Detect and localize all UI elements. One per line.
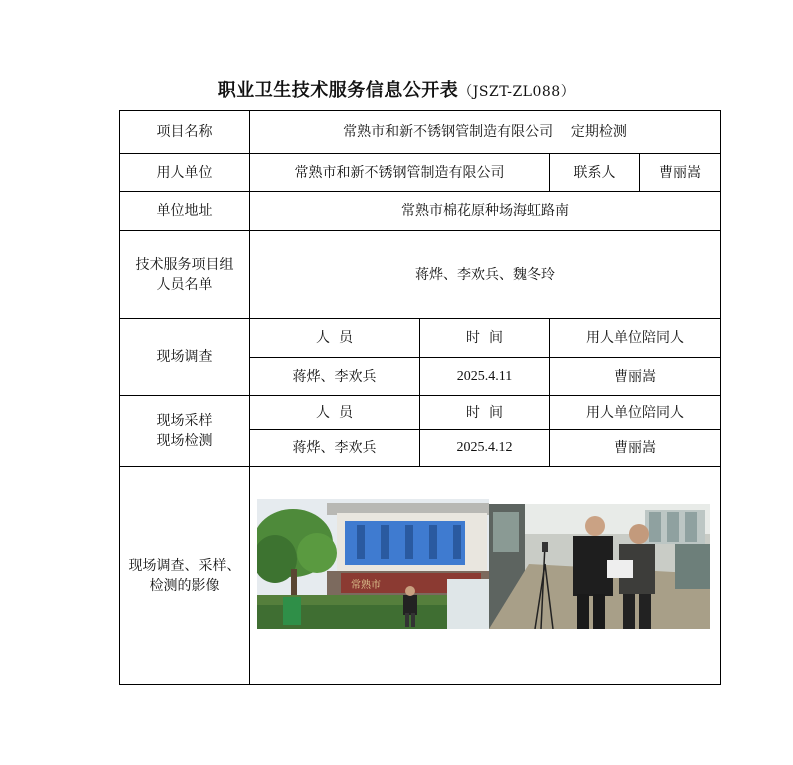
team-label-line1: 技术服务项目组 [135,256,234,273]
form-code: （JSZT-ZL088） [458,84,576,100]
images-label-line1: 现场调查、采样、 [128,557,241,574]
row-team [120,231,721,319]
sampling-time: 2025.4.12 [420,430,550,467]
sampling-head-escort: 用人单位陪同人 [550,396,721,430]
sign-text: 常熟市 [351,580,381,591]
survey-head-escort: 用人单位陪同人 [550,319,721,358]
sampling-person: 蒋烨、李欢兵 [250,430,420,467]
survey-head-person: 人 员 [250,319,420,358]
team-label-line2: 人员名单 [156,276,213,293]
contact-label: 联系人 [550,154,640,192]
team-label [120,231,250,319]
project-label: 项目名称 [120,111,250,154]
survey-label: 现场调查 [120,319,250,396]
survey-escort: 曹丽嵩 [550,358,721,396]
site-photo-exterior [257,499,489,629]
info-table [119,110,721,685]
address-value: 常熟市棉花原种场海虹路南 [250,192,721,231]
page-title [0,76,793,102]
survey-person: 蒋烨、李欢兵 [250,358,420,396]
site-photo-interior [489,504,710,629]
images-label-line2: 检测的影像 [149,577,220,594]
images-cell [250,467,721,685]
row-images [120,467,721,685]
title-text: 职业卫生技术服务信息公开表 [217,80,459,101]
employer-value: 常熟市和新不锈钢管制造有限公司 [250,154,550,192]
sampling-label-line1: 现场采样 [156,413,213,429]
row-employer [120,154,721,192]
survey-time: 2025.4.11 [420,358,550,396]
sampling-label [120,396,250,467]
contact-value: 曹丽嵩 [640,154,721,192]
team-value: 蒋烨、李欢兵、魏冬玲 [250,231,721,319]
sampling-label-line2: 现场检测 [156,433,213,449]
row-sampling-head [120,396,721,430]
sampling-escort: 曹丽嵩 [550,430,721,467]
row-survey-head [120,319,721,358]
images-label [120,467,250,685]
photo-container [250,467,720,684]
sampling-head-time: 时 间 [420,396,550,430]
sampling-head-person: 人 员 [250,396,420,430]
survey-head-time: 时 间 [420,319,550,358]
employer-label: 用人单位 [120,154,250,192]
project-value: 常熟市和新不锈钢管制造有限公司 定期检测 [250,111,721,154]
address-label: 单位地址 [120,192,250,231]
row-address [120,192,721,231]
row-project [120,111,721,154]
